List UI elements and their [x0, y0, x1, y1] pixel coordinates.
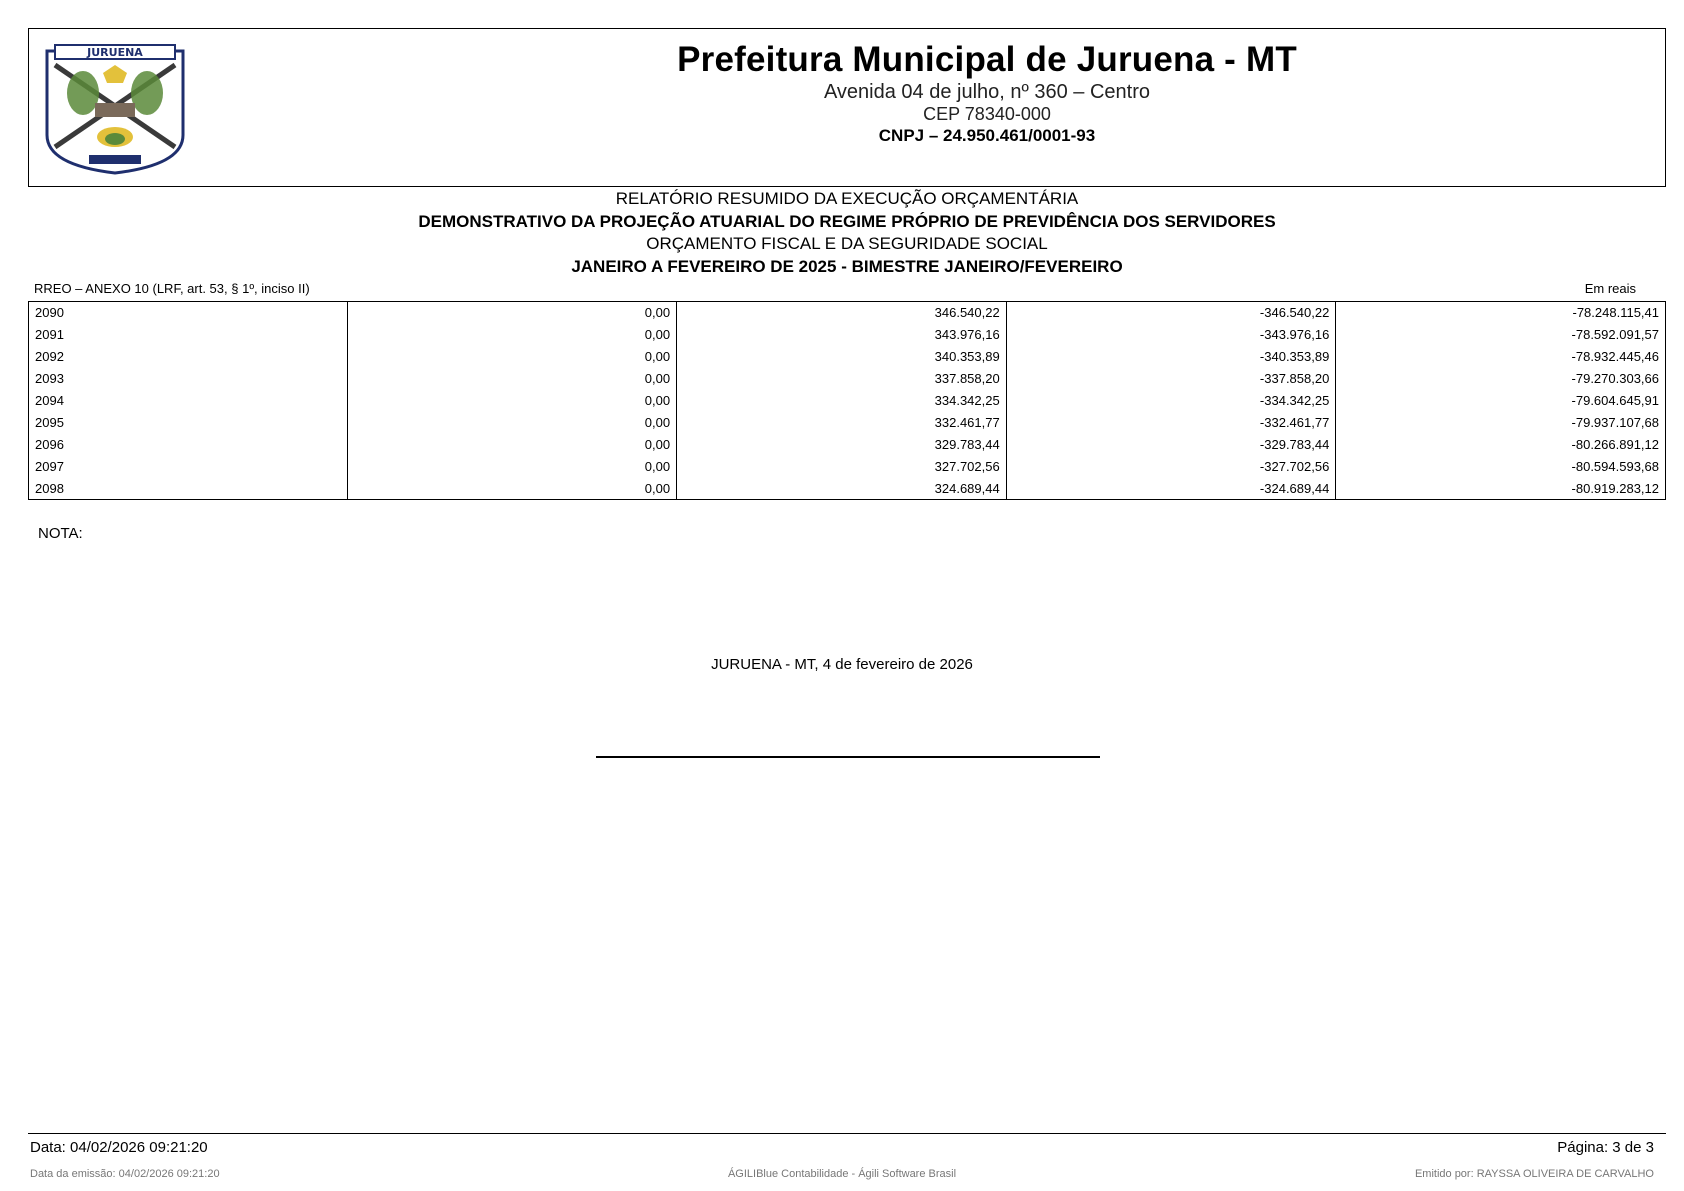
cell-value: -346.540,22: [1006, 302, 1336, 324]
table-row: [29, 411, 1666, 433]
table-row: [29, 368, 1666, 390]
cell-year: 2094: [35, 393, 64, 408]
logo-text: JURUENA: [87, 46, 143, 59]
cell-value: 324.689,44: [677, 477, 1007, 499]
cnpj: CNPJ – 24.950.461/0001-93: [878, 126, 1096, 145]
cell-value: -79.937.107,68: [1336, 411, 1666, 433]
cell-year: 2096: [35, 436, 64, 452]
signature-line: [596, 756, 1100, 758]
cell-value: 327.702,56: [677, 455, 1007, 477]
report-title-1: RELATÓRIO RESUMIDO DA EXECUÇÃO ORÇAMENTÁRIA: [615, 189, 1079, 208]
cell-value: 0,00: [347, 346, 677, 368]
table-row: [29, 346, 1666, 368]
cell-year: 2095: [35, 414, 64, 430]
place-date: JURUENA - MT, 4 de fevereiro de 2026: [711, 656, 973, 673]
footer-divider: [28, 1133, 1666, 1134]
header-box: [28, 28, 1666, 187]
cell-value: -332.461,77: [1006, 411, 1336, 433]
projection-table: [28, 301, 1666, 500]
table-row: [29, 455, 1666, 477]
nota-label: NOTA:: [38, 525, 83, 542]
projection-table-body: [29, 302, 1666, 500]
cell-year: 2093: [35, 371, 64, 387]
footer-page-number: Página: 3 de 3: [1557, 1139, 1654, 1156]
cell-value: 0,00: [347, 368, 677, 390]
footer-date: Data: 04/02/2026 09:21:20: [30, 1139, 208, 1156]
cell-value: 329.783,44: [677, 433, 1007, 455]
cell-value: -79.604.645,91: [1336, 390, 1666, 412]
report-title-2: DEMONSTRATIVO DA PROJEÇÃO ATUARIAL DO REGIME PRÓPRIO DE PREVIDÊNCIA DOS SERVIDORES: [418, 211, 1276, 231]
cell-value: -80.919.283,12: [1336, 477, 1666, 499]
cell-value: 0,00: [347, 390, 677, 412]
cell-value: 340.353,89: [677, 346, 1007, 368]
cell-value: -78.932.445,46: [1336, 346, 1666, 368]
cell-value: -80.266.891,12: [1336, 433, 1666, 455]
cell-value: 0,00: [347, 324, 677, 346]
cell-year: 2092: [35, 349, 64, 365]
cell-value: 0,00: [347, 455, 677, 477]
cell-value: 332.461,77: [677, 411, 1007, 433]
organization-name: Prefeitura Municipal de Juruena - MT: [677, 40, 1297, 79]
cell-value: -337.858,20: [1006, 368, 1336, 390]
annex-row: [34, 281, 1636, 296]
table-row: [29, 433, 1666, 455]
table-row: [29, 390, 1666, 412]
units-label: Em reais: [1584, 281, 1636, 296]
cell-value: -334.342,25: [1006, 390, 1336, 412]
cell-value: -343.976,16: [1006, 324, 1336, 346]
report-period: JANEIRO A FEVEREIRO DE 2025 - BIMESTRE JANEIRO/FEVEREIRO: [571, 256, 1123, 276]
cell-value: -324.689,44: [1006, 477, 1336, 499]
cell-value: -79.270.303,66: [1336, 368, 1666, 390]
cell-value: 0,00: [347, 411, 677, 433]
cell-value: 0,00: [347, 302, 677, 324]
address: Avenida 04 de julho, nº 360 – Centro: [823, 81, 1151, 103]
software-credit: ÁGILIBlue Contabilidade - Ágili Software Brasil: [727, 1168, 957, 1180]
emission-date: Data da emissão: 04/02/2026 09:21:20: [30, 1168, 220, 1180]
cell-value: 346.540,22: [677, 302, 1007, 324]
annex-label: RREO – ANEXO 10 (LRF, art. 53, § 1º, inciso II): [34, 281, 310, 296]
report-titles: [28, 188, 1666, 278]
cell-year: 2097: [35, 458, 64, 474]
cell-value: -329.783,44: [1006, 433, 1336, 455]
cell-value: 337.858,20: [677, 368, 1007, 390]
cell-value: -78.248.115,41: [1336, 302, 1666, 324]
cell-value: 334.342,25: [677, 390, 1007, 412]
table-row: [29, 324, 1666, 346]
cell-year: 2091: [35, 327, 64, 343]
table-row: [29, 302, 1666, 324]
cell-value: 343.976,16: [677, 324, 1007, 346]
cell-value: -340.353,89: [1006, 346, 1336, 368]
table-row: [29, 477, 1666, 499]
cell-year: 2098: [35, 480, 64, 496]
report-title-3: ORÇAMENTO FISCAL E DA SEGURIDADE SOCIAL: [646, 234, 1048, 253]
issued-by: Emitido por: RAYSSA OLIVEIRA DE CARVALHO: [1414, 1168, 1654, 1180]
cell-value: 0,00: [347, 477, 677, 499]
cell-year: 2090: [35, 305, 64, 321]
cell-value: -80.594.593,68: [1336, 455, 1666, 477]
cep: CEP 78340-000: [923, 104, 1051, 124]
coat-of-arms-logo: [43, 43, 187, 175]
cell-value: -78.592.091,57: [1336, 324, 1666, 346]
cell-value: 0,00: [347, 433, 677, 455]
cell-value: -327.702,56: [1006, 455, 1336, 477]
